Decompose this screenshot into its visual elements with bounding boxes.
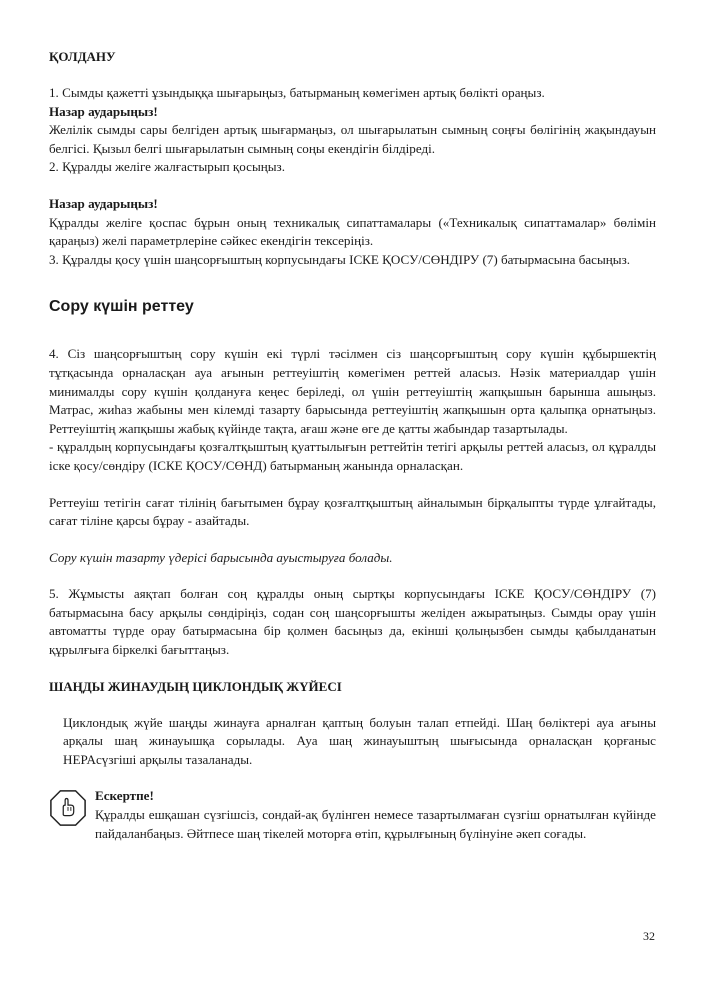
- step-3: 3. Құралды қосу үшін шаңсорғыштың корпусындағы ІСКЕ ҚОСУ/СӨНДІРУ (7) батырмасына басыңыз.: [49, 251, 631, 267]
- regulator-text: Реттеуіш тетігін сағат тілінің бағытымен бұрау қозғалтқыштың айналымын бірқалыпты түрде ұлғайтады, сағат тіліне қарсы бұрау - азайтады.: [49, 494, 656, 529]
- step-1: 1. Сымды қажетті ұзындыққа шығарыңыз, батырманың көмегімен артық бөлікті ораңыз.: [49, 85, 545, 100]
- hand-warning-icon: [49, 789, 87, 827]
- italic-note: Сору күшін тазарту үдерісі барысында ауыстыруға болады.: [49, 549, 393, 565]
- cyclone-text: Циклондық жүйе шаңды жинауға арналған қаптың болуын талап етпейді. Шаң бөліктері ауа ағыны арқалы шаң жинауышқа сорылады. Ауа шаң жинауыштың шығысында орналасқан қорғаныс HEPAсүзгіші арқылы тазаланады.: [63, 714, 656, 767]
- usage-heading: ҚОЛДАНУ: [49, 49, 116, 64]
- note-block: [49, 787, 656, 843]
- warning-2-title: Назар аударыңыз!: [49, 195, 158, 211]
- note-title: Ескертпе!: [95, 788, 154, 804]
- step-5: 5. Жұмысты аяқтап болған соң құралды оның сыртқы корпусындағы ІСКЕ ҚОСУ/СӨНДІРУ (7) батырмасына басу арқылы сөндіріңіз, содан соң шаңсорғышты желіден ажыратыңыз. Сымды орау үшін автоматты түрде орау батырмасына бір қолмен басыңыз да, екінші қолыңызбен сымды қабылданатын құрылғыға біркелкі бағыттаңыз.: [49, 586, 656, 658]
- warning-1-title: Назар аударыңыз!: [49, 103, 158, 119]
- suction-power-heading: Сору күшін реттеу: [49, 298, 194, 316]
- page-number: 32: [643, 929, 655, 943]
- warning-1-text: Желілік сымды сары белгіден артық шығармаңыз, ол шығарылатын сымның соңғы бөлігінің жақындауын белгісі. Қызыл белгі шығарылатын сымның соңы екендігін білдіреді.: [49, 122, 656, 156]
- step-2: 2. Құралды желіге жалғастырып қосыңыз.: [49, 159, 285, 175]
- document-page: [49, 48, 656, 843]
- step-4-bullet: - құралдың корпусындағы қозғалтқыштың қуаттылығын реттейтін тетігі арқылы реттей аласыз, ол құралды іске қосу/сөндіру (ІСКЕ ҚОСУ/СӨНД) батырманың жанында орналасқан.: [49, 439, 656, 473]
- step-4: 4. Сіз шаңсорғыштың сору күшін екі түрлі тәсілмен сіз шаңсорғыштың сору күшін құбыршектің тұтқасында орналасқан ауа ағынын реттеуіштің көмегімен реттей аласыз. Нәзік материалдар үшін минималды сору күшін қолдануға кеңес беріледі, ол үшін реттеуіштің жапқышын барынша ашыңыз. Матрас, жиһаз жабыны мен кілемді тазарту барысында реттеуіштің жапқышын орта қалыпқа орнатыңыз. Реттеуіштің жапқышы жабық күйінде тақта, ағаш және өге де қатты жабындар тазартылады.: [49, 346, 656, 436]
- note-text: Құралды ешқашан сүзгішсіз, сондай-ақ бүлінген немесе тазартылмаған сүзгіш орнатылған күйінде пайдаланбаңыз. Әйтпесе шаң тікелей моторға өтіп, құрылғының бүлінуіне әкеп соғады.: [95, 807, 656, 841]
- warning-2-text: Құралды желіге қоспас бұрын оның техникалық сипаттамалары («Техникалық сипаттамалар» бөлімін қараңыз) желі параметрлеріне сәйкес екендігін тексеріңіз.: [49, 214, 656, 249]
- cyclone-heading: ШАҢДЫ ЖИНАУДЫҢ ЦИКЛОНДЫҚ ЖҮЙЕСІ: [49, 678, 342, 694]
